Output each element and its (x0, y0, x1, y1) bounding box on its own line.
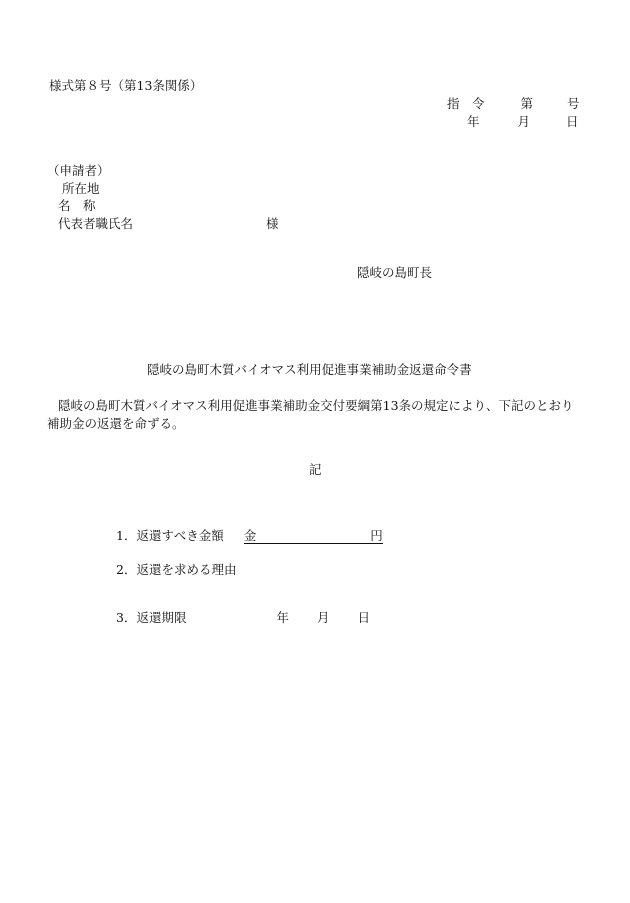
body-line-2: 補助金の返還を命ずる。 (47, 416, 185, 431)
number-prefix: 第 (520, 96, 534, 111)
item-1 (116, 528, 383, 544)
directive-line (447, 96, 580, 111)
document-title: 隠岐の島町木質バイオマス利用促進事業補助金返還命令書 (147, 362, 472, 377)
deadline-day: 日 (357, 610, 370, 625)
item-3 (116, 610, 370, 625)
representative-label: 代表者職氏名 (58, 216, 134, 231)
body-line-1: 隠岐の島町木質バイオマス利用促進事業補助金交付要綱第13条の規定により、下記のとおり (58, 398, 574, 413)
date-month: 月 (517, 114, 531, 129)
deadline-year: 年 (276, 610, 289, 625)
number-suffix: 号 (567, 96, 580, 111)
ki-mark: 記 (309, 462, 322, 477)
issuer: 隠岐の島町長 (357, 265, 433, 280)
item-3-label: 3．返還期限 (116, 610, 187, 625)
item-2-label: 2．返還を求める理由 (116, 562, 237, 577)
form-label: 様式第８号（第13条関係） (49, 78, 203, 93)
applicant-heading: （申請者） (47, 163, 110, 178)
amount-blank (244, 528, 383, 544)
amount-suffix: 円 (370, 528, 383, 543)
date-year: 年 (467, 114, 480, 129)
honorific: 様 (266, 216, 279, 231)
amount-prefix: 金 (243, 528, 257, 543)
address-label: 所在地 (62, 181, 100, 196)
directive-label: 指 令 (447, 96, 485, 111)
date-line (467, 114, 579, 129)
deadline-month: 月 (316, 610, 330, 625)
item-1-label: 1．返還すべき金額 (116, 528, 224, 543)
date-day: 日 (566, 114, 579, 129)
name-label: 名 称 (58, 198, 96, 213)
